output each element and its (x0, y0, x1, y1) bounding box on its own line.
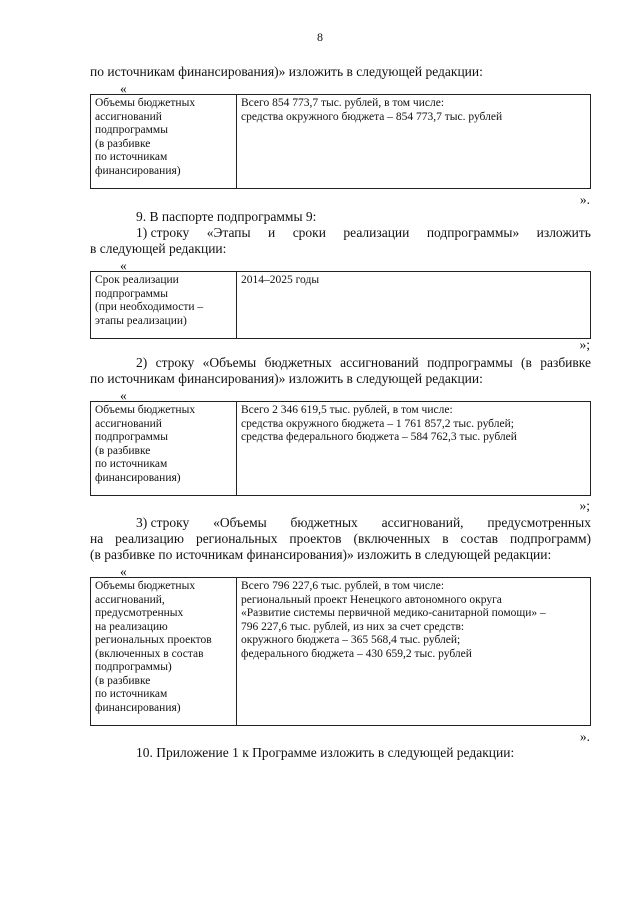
close-quote-3: »; (579, 498, 590, 513)
table4-left-line: региональных проектов (95, 634, 212, 646)
table-budget-subprogram-8 (90, 94, 591, 189)
word: реализации (343, 225, 410, 240)
word: бюджетных (290, 515, 358, 530)
table1-right-line: средства окружного бюджета – 854 773,7 тыс. рублей (241, 110, 503, 123)
table3-right-line: Всего 2 346 619,5 тыс. рублей, в том числе: (241, 404, 453, 416)
item-9-3-line2: на реализацию региональных проектов (включенных в состав подпрограмм) (90, 531, 591, 546)
table3-left-line: (в разбивке (95, 444, 151, 457)
word: изложить (536, 225, 591, 240)
table4-right-line: федерального бюджета – 430 659,2 тыс. рублей (241, 647, 472, 660)
word: 3) строку (136, 515, 190, 530)
table4-right-line: Всего 796 227,6 тыс. рублей, в том числе: (241, 580, 445, 592)
table4-left-line: подпрограммы) (95, 661, 172, 673)
word: ассигнований, (381, 515, 464, 530)
table3-left-line: подпрограммы (95, 431, 168, 443)
item-9-2-line1: 2) строку «Объемы бюджетных ассигнований подпрограммы (в разбивке (136, 355, 591, 370)
table4-right-line: «Развитие системы первичной медико-санитарной помощи» – (241, 607, 546, 619)
table1-left-line: Объемы бюджетных (95, 97, 196, 109)
table1-left-line: (в разбивке (95, 137, 151, 150)
table3-right-line: средства федерального бюджета – 584 762,3 тыс. рублей (241, 431, 517, 443)
table4-left-cell (91, 578, 237, 726)
table1-left-cell (91, 95, 237, 189)
table4-left-line: ассигнований, (95, 593, 165, 606)
table3-right-line: средства окружного бюджета – 1 761 857,2 тыс. рублей; (241, 417, 514, 430)
table4-left-line: (в разбивке (95, 674, 151, 687)
table3-left-line: финансирования) (95, 471, 181, 484)
table2-left-line: этапы реализации) (95, 314, 187, 327)
table3-left-line: по источникам (95, 458, 168, 470)
item-9-3-line3: (в разбивке по источникам финансирования)» изложить в следующей редакции: (90, 547, 552, 562)
item-10-heading: 10. Приложение 1 к Программе изложить в следующей редакции: (136, 745, 515, 760)
table4-left-line: на реализацию (95, 620, 168, 633)
item-9-1-line1 (136, 225, 591, 241)
word: подпрограммы» (426, 225, 520, 240)
table1-left-line: ассигнований (95, 110, 162, 123)
table1-left-line: подпрограммы (95, 124, 168, 136)
table3-left-cell (91, 402, 237, 496)
intro-line: по источникам финансирования)» изложить в следующей редакции: (90, 64, 483, 79)
table4-right-line: региональный проект Ненецкого автономного округа (241, 593, 502, 606)
item-9-1-line2: в следующей редакции: (90, 241, 227, 256)
item-9-heading: 9. В паспорте подпрограммы 9: (136, 209, 317, 224)
word: предусмотренных (487, 515, 591, 530)
table4-left-line: по источникам (95, 688, 168, 700)
table3-left-line: Объемы бюджетных (95, 404, 196, 416)
table2-right-line: 2014–2025 годы (241, 274, 320, 286)
table1-left-line: финансирования) (95, 164, 181, 177)
word: 1) строку (136, 225, 190, 240)
table-term-subprogram-9 (90, 271, 591, 339)
open-quote-4: « (120, 564, 127, 579)
item-9-2-line2: по источникам финансирования)» изложить в следующей редакции: (90, 371, 483, 386)
table-budget-subprogram-9 (90, 401, 591, 496)
table3-right-cell (237, 402, 591, 496)
word: «Этапы (206, 225, 251, 240)
close-quote-4: ». (579, 729, 590, 744)
table4-left-line: предусмотренных (95, 607, 184, 619)
table2-right-cell (237, 272, 591, 339)
table2-left-cell (91, 272, 237, 339)
open-quote-2: « (120, 258, 127, 273)
item-9-3-line1 (136, 515, 591, 531)
table1-right-line: Всего 854 773,7 тыс. рублей, в том числе: (241, 97, 445, 109)
table2-left-line: подпрограммы (95, 287, 168, 300)
table4-right-cell (237, 578, 591, 726)
page-number: 8 (317, 30, 323, 44)
table4-left-line: финансирования) (95, 701, 181, 714)
table2-left-line: Срок реализации (95, 274, 179, 286)
table-budget-regional-projects (90, 577, 591, 726)
word: «Объемы (213, 515, 267, 530)
table2-left-line: (при необходимости – (95, 301, 204, 313)
word: и (268, 225, 276, 240)
close-quote-1: ». (579, 192, 590, 207)
open-quote-3: « (120, 388, 127, 403)
open-quote-1: « (120, 81, 127, 96)
table4-right-line: 796 227,6 тыс. рублей, из них за счет средств: (241, 620, 465, 633)
table4-right-line: окружного бюджета – 365 568,4 тыс. рублей; (241, 634, 461, 646)
table4-left-line: Объемы бюджетных (95, 580, 196, 592)
table1-left-line: по источникам (95, 151, 168, 163)
table4-left-line: (включенных в состав (95, 647, 204, 660)
close-quote-2: »; (579, 337, 590, 352)
table1-right-cell (237, 95, 591, 189)
table3-left-line: ассигнований (95, 417, 162, 430)
word: сроки (292, 225, 326, 240)
